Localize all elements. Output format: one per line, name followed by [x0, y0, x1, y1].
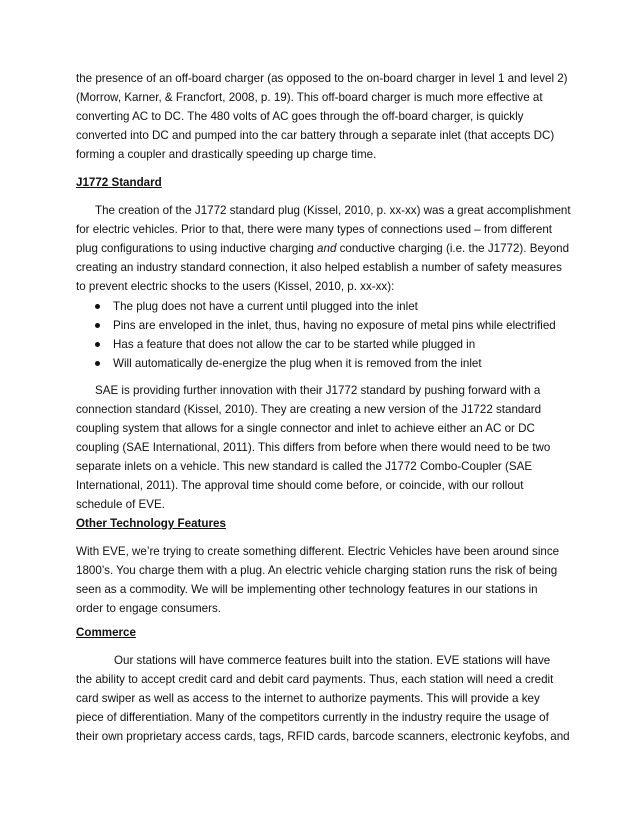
text-line: converting AC to DC. The 480 volts of AC goes through the off-board charger, is quickly	[76, 110, 524, 123]
text-line: separate inlets on a vehicle. This new standard is called the J1772 Combo-Coupler (SAE	[76, 460, 533, 473]
text-line: (Morrow, Karner, & Francfort, 2008, p. 19). This off-board charger is much more effective at	[76, 91, 543, 104]
text-line: order to engage consumers.	[76, 602, 222, 615]
safety-bullet-list	[76, 297, 568, 373]
text-line-mixed	[76, 239, 568, 258]
text-line: for electric vehicles. Prior to that, there were many types of connections used – from different	[76, 223, 553, 236]
text-line: to prevent electric shocks to the users (Kissel, 2010, p. xx-xx):	[76, 280, 395, 293]
paragraph-other-technology	[76, 542, 568, 618]
text-line: creating an industry standard connection, it also helped establish a number of safety measures	[76, 261, 562, 274]
emphasis-and: and	[317, 242, 337, 255]
paragraph-sae	[76, 400, 568, 514]
text-line: 1800’s. You charge them with a plug. An electric vehicle charging station runs the risk of being	[76, 564, 558, 577]
text-line: forming a coupler and drastically speeding up charge time.	[76, 148, 377, 161]
text-segment: conductive charging (i.e. the J1772). Beyond	[336, 242, 570, 255]
paragraph-j1772-cont	[76, 220, 568, 296]
text-line: With EVE, we’re trying to create something different. Electric Vehicles have been around since	[76, 545, 560, 558]
paragraph-commerce-first	[76, 651, 568, 670]
text-line: the presence of an off-board charger (as opposed to the on-board charger in level 1 and level 2)	[76, 72, 568, 85]
text-segment: plug configurations to using inductive charging	[76, 242, 318, 255]
paragraph-charger	[76, 69, 568, 164]
text-line: converted into DC and pumped into the car battery through a separate inlet (that accepts DC)	[76, 129, 555, 142]
text-line: piece of differentiation. Many of the competitors currently in the industry require the usage of	[76, 711, 549, 724]
text-line: card swiper as well as access to the internet to authorize payments. This will provide a key	[76, 692, 540, 705]
list-item: Pins are enveloped in the inlet, thus, having no exposure of metal pins while electrified	[76, 316, 568, 335]
text-line: coupling (SAE International, 2011). This differs from before when there would need to be two	[76, 441, 551, 454]
list-item: Has a feature that does not allow the car to be started while plugged in	[76, 335, 568, 354]
paragraph-j1772	[76, 201, 571, 220]
text-line: the ability to accept credit card and debit card payments. Thus, each station will need a credit	[76, 673, 554, 686]
text-line: connection standard (Kissel, 2010). They are creating a new version of the J1722 standard	[76, 403, 542, 416]
text-line: Our stations will have commerce features built into the station. EVE stations will have	[114, 654, 551, 667]
text-line: SAE is providing further innovation with their J1772 standard by pushing forward with a	[95, 384, 541, 397]
heading-commerce: Commerce	[76, 626, 136, 639]
paragraph-commerce	[76, 670, 568, 746]
text-line: coupling system that allows for a single connector and inlet to achieve either an AC or DC	[76, 422, 535, 435]
list-item: Will automatically de-energize the plug when it is removed from the inlet	[76, 354, 568, 373]
text-line: seen as a commodity. We will be implementing other technology features in our stations in	[76, 583, 538, 596]
list-item: The plug does not have a current until plugged into the inlet	[76, 297, 568, 316]
text-line: The creation of the J1772 standard plug (Kissel, 2010, p. xx-xx) was a great accomplishment	[95, 204, 571, 217]
paragraph-sae-first	[76, 381, 568, 400]
heading-other-technology: Other Technology Features	[76, 517, 226, 530]
text-line: International, 2011). The approval time should come before, or coincide, with our rollout	[76, 479, 524, 492]
heading-j1772-standard: J1772 Standard	[76, 176, 162, 189]
text-line: schedule of EVE.	[76, 498, 165, 511]
text-line: their own proprietary access cards, tags, RFID cards, barcode scanners, electronic keyfobs, and	[76, 730, 570, 743]
